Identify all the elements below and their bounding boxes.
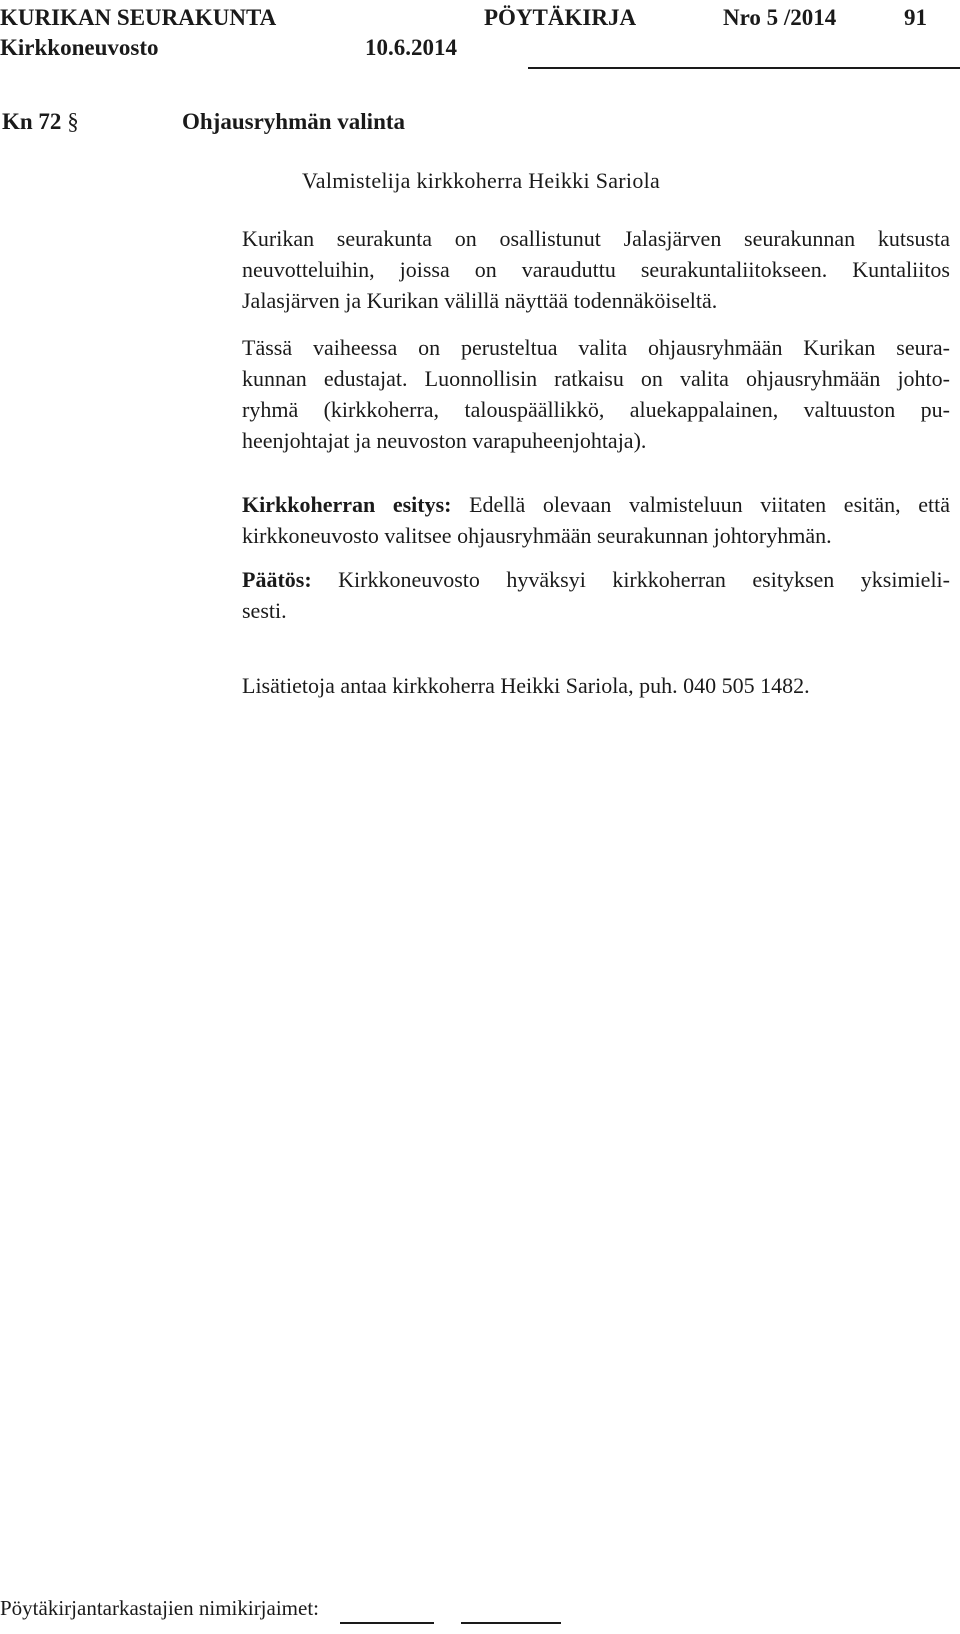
document-number: Nro 5 /2014 (723, 5, 837, 30)
proposal-label: Kirkkoherran esitys: (242, 492, 452, 517)
proposal-line-2: kirkkoneuvosto valitsee ohjausryhmään seurakunnan johtoryhmän. (242, 523, 832, 548)
decision-label: Päätös: (242, 567, 312, 592)
proposal-line-1 (242, 489, 950, 520)
decision-line-2: sesti. (242, 598, 287, 623)
decision-line-1-text: Kirkkoneuvosto hyväksyi kirkkoherran esityksen yksimieli- (311, 567, 950, 592)
header-rule (528, 67, 960, 69)
initials-line-1 (340, 1622, 434, 1624)
meeting-body: Kirkkoneuvosto (0, 35, 159, 60)
paragraph-1-line-2: neuvotteluihin, joissa on varauduttu seurakuntaliitokseen. Kuntaliitos (242, 257, 950, 282)
footer-initials-label: Pöytäkirjantarkastajien nimikirjaimet: (0, 1596, 319, 1620)
organization-name: KURIKAN SEURAKUNTA (0, 5, 277, 30)
contact-paragraph (242, 670, 950, 701)
paragraph-2-line-4: heenjohtajat ja neuvoston varapuheenjohtaja). (242, 428, 647, 453)
paragraph-2-line-1: Tässä vaiheessa on perusteltua valita ohjausryhmään Kurikan seura- (242, 335, 950, 360)
paragraph-2-line-2: kunnan edustajat. Luonnollisin ratkaisu on valita ohjausryhmään johto- (242, 366, 950, 391)
preparer-line: Valmistelija kirkkoherra Heikki Sariola (302, 168, 661, 193)
meeting-date: 10.6.2014 (365, 35, 457, 60)
section-sign: § (67, 109, 79, 134)
section-number-text: Kn 72 (2, 109, 62, 134)
initials-line-2 (461, 1622, 561, 1624)
decision-line-1 (242, 564, 950, 595)
paragraph-1-line-3: Jalasjärven ja Kurikan välillä näyttää todennäköiseltä. (242, 288, 718, 313)
decision-paragraph (242, 564, 950, 626)
proposal-paragraph (242, 489, 950, 551)
paragraph-2-line-3: ryhmä (kirkkoherra, talouspäällikkö, aluekappalainen, valtuuston pu- (242, 397, 950, 422)
proposal-line-1-text: Edellä olevaan valmisteluun viitaten esitän, että (451, 492, 950, 517)
contact-line: Lisätietoja antaa kirkkoherra Heikki Sariola, puh. 040 505 1482. (242, 673, 810, 698)
paragraph-2 (242, 332, 950, 456)
page-number: 91 (904, 5, 927, 30)
paragraph-1 (242, 223, 950, 316)
document-type: PÖYTÄKIRJA (484, 5, 637, 30)
paragraph-1-line-1: Kurikan seurakunta on osallistunut Jalasjärven seurakunnan kutsusta (242, 226, 950, 251)
section-number (2, 110, 79, 133)
section-title: Ohjausryhmän valinta (182, 109, 406, 134)
